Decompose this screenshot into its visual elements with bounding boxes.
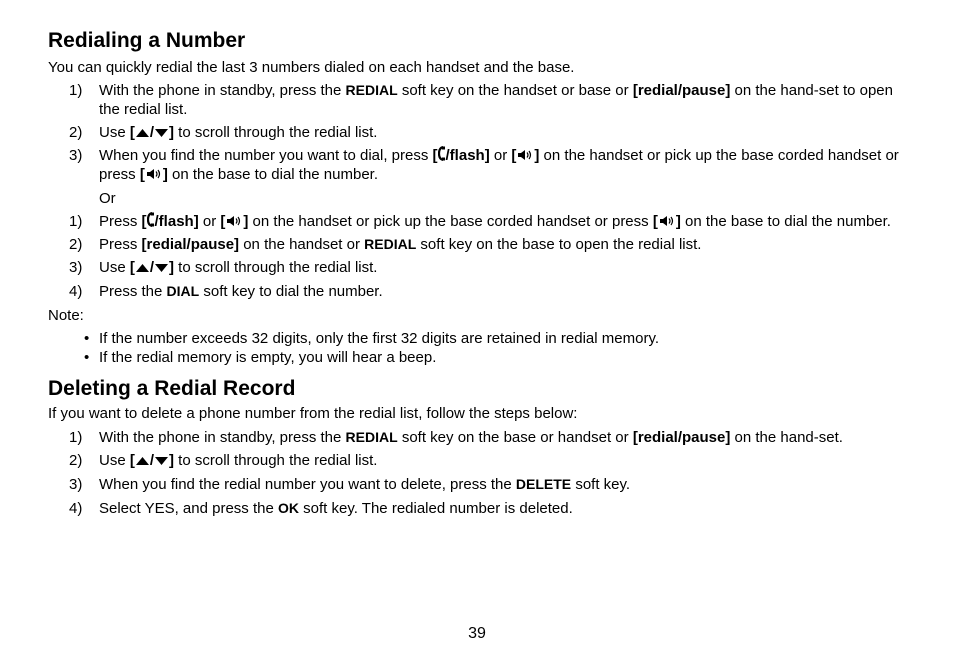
section-title-deleting: Deleting a Redial Record xyxy=(48,377,296,400)
step-text: soft key. xyxy=(571,476,631,493)
redial-steps-list xyxy=(48,81,906,184)
step-text: When you find the redial number you want to delete, press the xyxy=(99,476,516,493)
redial-pause-key-label: [redial/pause] xyxy=(632,429,731,446)
step-number: 1) xyxy=(69,82,83,99)
bracket-close: ] xyxy=(169,124,175,141)
notes-list xyxy=(48,329,906,367)
bracket-open: [ xyxy=(129,452,135,469)
step-text: Select YES, and press the xyxy=(99,500,278,517)
speakerphone-icon xyxy=(145,168,163,180)
step-text: or xyxy=(198,213,221,230)
step-text: Press xyxy=(99,213,142,230)
step-text: With the phone in standby, press the xyxy=(99,82,346,99)
bullet: • xyxy=(84,330,90,347)
speakerphone-icon xyxy=(658,215,676,227)
bracket-open: [ xyxy=(511,147,517,164)
step-number: 1) xyxy=(69,213,83,230)
step-text: soft key. The redialed number is deleted. xyxy=(299,500,573,517)
redial-softkey-label: REDIAL xyxy=(364,236,417,252)
step-text: on the base to dial the number. xyxy=(167,166,379,183)
step-number: 4) xyxy=(69,500,83,517)
slash: / xyxy=(149,452,155,469)
talk-handset-icon xyxy=(147,212,155,227)
redial-pause-key-label: [redial/pause] xyxy=(141,236,240,253)
list-item xyxy=(48,235,906,254)
list-item xyxy=(48,258,906,277)
step-number: 1) xyxy=(69,429,83,446)
bracket-open: [ xyxy=(652,213,658,230)
page-number: 39 xyxy=(468,625,486,642)
bracket-open: [ xyxy=(129,259,135,276)
bracket-close: ] xyxy=(243,213,249,230)
section-title-redialing: Redialing a Number xyxy=(48,29,246,52)
redial-pause-key-label: [redial/pause] xyxy=(632,82,731,99)
step-number: 3) xyxy=(69,147,83,164)
bracket-open: [ xyxy=(432,147,438,164)
list-item xyxy=(48,212,906,231)
section-intro-redialing: You can quickly redial the last 3 numbers dialed on each handset and the base. xyxy=(48,59,575,76)
list-item xyxy=(48,451,906,470)
step-text: on the base to dial the number. xyxy=(680,213,891,230)
step-text: soft key on the base to open the redial list. xyxy=(416,236,702,253)
or-separator: Or xyxy=(99,190,116,207)
bullet: • xyxy=(84,349,90,366)
step-number: 4) xyxy=(69,283,83,300)
bracket-open: [ xyxy=(220,213,226,230)
flash-key-label: /flash] xyxy=(154,213,199,230)
list-item xyxy=(48,123,906,142)
step-text: With the phone in standby, press the xyxy=(99,429,346,446)
step-text: Use xyxy=(99,452,130,469)
delete-steps-list xyxy=(48,428,906,518)
step-number: 2) xyxy=(69,124,83,141)
ok-softkey-label: OK xyxy=(278,500,299,516)
step-text: soft key to dial the number. xyxy=(199,283,383,300)
list-item xyxy=(48,146,906,184)
bracket-open: [ xyxy=(129,124,135,141)
delete-softkey-label: DELETE xyxy=(515,476,572,492)
step-number: 3) xyxy=(69,476,83,493)
step-text: Press the xyxy=(99,283,167,300)
bracket-close: ] xyxy=(534,147,540,164)
down-arrow-icon xyxy=(154,128,169,138)
flash-key-label: /flash] xyxy=(445,147,490,164)
step-text: on the hand-set to open the redial list. xyxy=(99,82,893,118)
step-text: to scroll through the redial list. xyxy=(174,259,378,276)
step-text: or xyxy=(489,147,512,164)
manual-page xyxy=(48,28,906,518)
step-text: Use xyxy=(99,124,130,141)
slash: / xyxy=(149,124,155,141)
step-number: 2) xyxy=(69,452,83,469)
list-item xyxy=(48,428,906,447)
bracket-open: [ xyxy=(141,213,147,230)
step-text: soft key on the base or handset or xyxy=(397,429,633,446)
redial-softkey-label: REDIAL xyxy=(345,82,398,98)
list-item xyxy=(48,475,906,494)
list-item xyxy=(48,282,906,301)
step-text: on the handset or pick up the base corded handset or press xyxy=(248,213,653,230)
step-text: on the handset or pick up the base corded handset or press xyxy=(99,147,899,183)
step-text: Press xyxy=(99,236,142,253)
list-item xyxy=(48,499,906,518)
step-number: 3) xyxy=(69,259,83,276)
step-text: on the hand-set. xyxy=(730,429,843,446)
talk-handset-icon xyxy=(438,146,446,161)
bracket-close: ] xyxy=(162,166,168,183)
note-text: If the redial memory is empty, you will hear a beep. xyxy=(99,349,437,366)
step-number: 2) xyxy=(69,236,83,253)
step-text: soft key on the handset or base or xyxy=(397,82,633,99)
down-arrow-icon xyxy=(154,456,169,466)
speakerphone-icon xyxy=(225,215,243,227)
up-arrow-icon xyxy=(135,263,150,273)
bracket-open: [ xyxy=(139,166,145,183)
bracket-close: ] xyxy=(675,213,681,230)
step-text: Use xyxy=(99,259,130,276)
list-item xyxy=(48,329,906,348)
up-arrow-icon xyxy=(135,456,150,466)
up-arrow-icon xyxy=(135,128,150,138)
redial-softkey-label: REDIAL xyxy=(345,429,398,445)
note-text: If the number exceeds 32 digits, only the first 32 digits are retained in redial memory. xyxy=(99,330,660,347)
down-arrow-icon xyxy=(154,263,169,273)
redial-alt-steps-list xyxy=(48,212,906,301)
bracket-close: ] xyxy=(169,259,175,276)
list-item xyxy=(48,348,906,367)
section-intro-deleting: If you want to delete a phone number from the redial list, follow the steps below: xyxy=(48,405,578,422)
speakerphone-icon xyxy=(516,149,534,161)
note-label: Note: xyxy=(48,307,84,324)
step-text: When you find the number you want to dial, press xyxy=(99,147,433,164)
step-text: on the handset or xyxy=(239,236,365,253)
step-text: to scroll through the redial list. xyxy=(174,124,378,141)
bracket-close: ] xyxy=(169,452,175,469)
slash: / xyxy=(149,259,155,276)
step-text: to scroll through the redial list. xyxy=(174,452,378,469)
dial-softkey-label: DIAL xyxy=(166,283,200,299)
list-item xyxy=(48,81,906,119)
